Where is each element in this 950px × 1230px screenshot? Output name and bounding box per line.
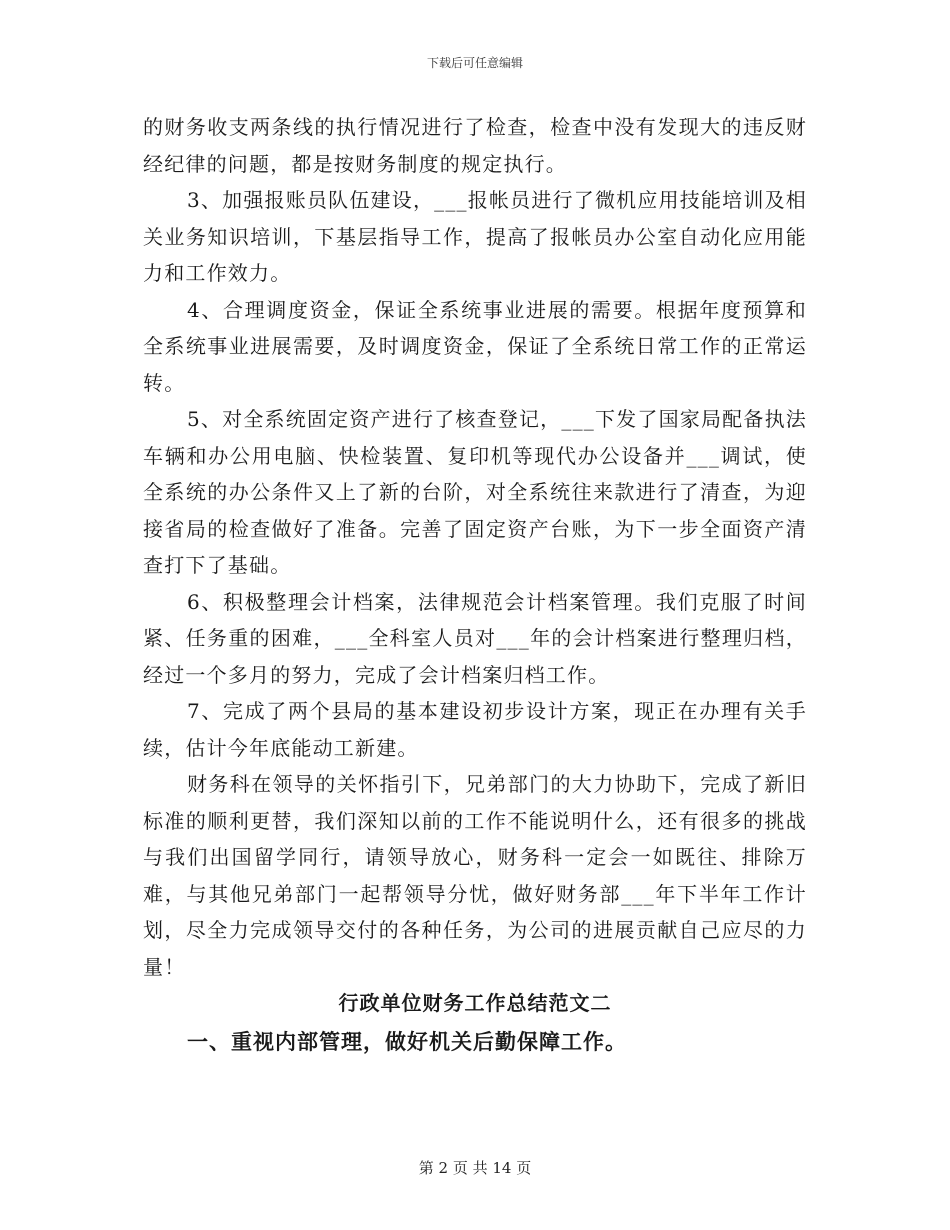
page-header: 下载后可任意编辑 (426, 56, 523, 70)
paragraph-item-6: 6、积极整理会计档案，法律规范会计档案管理。我们克服了时间紧、任务重的困难，___全科室人员对___年的会计档案进行整理归档，经过一个多月的努力，完成了会计档案归档工作。 (143, 589, 807, 687)
paragraph-continued: 的财务收支两条线的执行情况进行了检查，检查中没有发现大的违反财经纪律的问题，都是按财务制度的规定执行。 (143, 115, 807, 176)
paragraph-item-7: 7、完成了两个县局的基本建设初步设计方案，现正在办理有关手续，估计今年底能动工新建。 (143, 699, 807, 760)
section-title: 行政单位财务工作总结范文二 (338, 991, 612, 1015)
paragraph-item-4: 4、合理调度资金，保证全系统事业进展的需要。根据年度预算和全系统事业进展需要，及时调度资金，保证了全系统日常工作的正常运转。 (143, 297, 807, 395)
subheading: 一、重视内部管理，做好机关后勤保障工作。 (187, 1028, 627, 1054)
document-body (143, 109, 807, 1062)
paragraph-conclusion: 财务科在领导的关怀指引下，兄弟部门的大力协助下，完成了新旧标准的顺利更替，我们深知以前的工作不能说明什么，还有很多的挑战与我们出国留学同行，请领导放心，财务科一定会一如既往、排除万难，与其他兄弟部门一起帮领导分忧，做好财务部___年下半年工作计划，尽全力完成领导交付的各种任务，为公司的进展贡献自己应尽的力量！ (143, 772, 807, 979)
paragraph-item-3: 3、加强报账员队伍建设，___报帐员进行了微机应用技能培训及相关业务知识培训，下基层指导工作，提高了报帐员办公室自动化应用能力和工作效力。 (143, 188, 807, 285)
paragraph-item-5: 5、对全系统固定资产进行了核查登记，___下发了国家局配备执法车辆和办公用电脑、快检装置、复印机等现代办公设备并___调试，使全系统的办公条件又上了新的台阶，对全系统往来款进行了清查，为迎接省局的检查做好了准备。完善了固定资产台账，为下一步全面资产清查打下了基础。 (143, 407, 807, 577)
page-footer: 第 2 页 共 14 页 (418, 1159, 532, 1177)
